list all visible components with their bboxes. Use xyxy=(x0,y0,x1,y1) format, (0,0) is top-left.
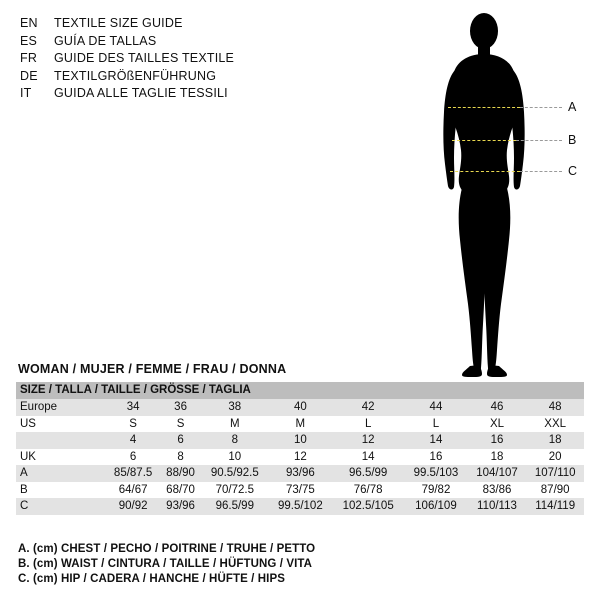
cell: 16 xyxy=(468,432,527,449)
female-silhouette-figure xyxy=(400,8,590,380)
marker-dash-hip xyxy=(450,171,520,172)
table-row xyxy=(16,432,584,449)
cell: 96.5/99 xyxy=(201,498,269,515)
language-text: GUIDE DES TAILLES TEXTILE xyxy=(54,51,235,65)
row-label: US xyxy=(16,416,106,433)
cell: XL xyxy=(468,416,527,433)
cell: 102.5/105 xyxy=(332,498,404,515)
cell: 14 xyxy=(404,432,467,449)
table-header-row xyxy=(16,382,584,399)
row-label: Europe xyxy=(16,399,106,416)
language-row xyxy=(20,51,320,69)
cell: L xyxy=(332,416,404,433)
cell: S xyxy=(106,416,160,433)
cell: S xyxy=(160,416,201,433)
cell: 48 xyxy=(526,399,584,416)
marker-label-b: B xyxy=(568,133,577,147)
cell: 10 xyxy=(269,432,332,449)
cell: XXL xyxy=(526,416,584,433)
language-text: GUIDA ALLE TAGLIE TESSILI xyxy=(54,86,228,100)
cell: 68/70 xyxy=(160,482,201,499)
cell: 70/72.5 xyxy=(201,482,269,499)
cell: 64/67 xyxy=(106,482,160,499)
cell: 90.5/92.5 xyxy=(201,465,269,482)
marker-dash-waist-extension xyxy=(516,140,562,141)
language-row xyxy=(20,86,320,104)
cell: 36 xyxy=(160,399,201,416)
language-code: ES xyxy=(20,33,38,48)
cell: 87/90 xyxy=(526,482,584,499)
cell: 14 xyxy=(332,449,404,466)
cell: 8 xyxy=(160,449,201,466)
cell: 38 xyxy=(201,399,269,416)
cell: 73/75 xyxy=(269,482,332,499)
cell: 110/113 xyxy=(468,498,527,515)
table-row xyxy=(16,416,584,433)
cell: 99.5/103 xyxy=(404,465,467,482)
table-row xyxy=(16,465,584,482)
female-body-icon xyxy=(400,8,590,380)
cell: 79/82 xyxy=(404,482,467,499)
language-text: GUÍA DE TALLAS xyxy=(54,33,157,48)
cell: M xyxy=(201,416,269,433)
cell: 8 xyxy=(201,432,269,449)
language-code: EN xyxy=(20,16,38,30)
cell: 4 xyxy=(106,432,160,449)
cell: 90/92 xyxy=(106,498,160,515)
marker-label-c: C xyxy=(568,164,578,178)
cell: 114/119 xyxy=(526,498,584,515)
cell: 12 xyxy=(269,449,332,466)
row-label: A xyxy=(16,465,106,482)
cell: 44 xyxy=(404,399,467,416)
cell: 93/96 xyxy=(160,498,201,515)
cell: 76/78 xyxy=(332,482,404,499)
marker-dash-waist xyxy=(452,140,516,141)
cell: 83/86 xyxy=(468,482,527,499)
cell: 20 xyxy=(526,449,584,466)
cell: 6 xyxy=(160,432,201,449)
language-row xyxy=(20,69,320,87)
row-label xyxy=(16,432,106,449)
cell: 6 xyxy=(106,449,160,466)
cell: 42 xyxy=(332,399,404,416)
language-code: DE xyxy=(20,68,38,83)
marker-label-a: A xyxy=(568,100,577,114)
table-header-label: SIZE / TALLA / TAILLE / GRÖSSE / TAGLIA xyxy=(16,382,584,399)
size-table xyxy=(16,382,584,515)
table-row xyxy=(16,482,584,499)
cell: 18 xyxy=(526,432,584,449)
cell: M xyxy=(269,416,332,433)
language-code: IT xyxy=(20,86,32,100)
row-label: B xyxy=(16,482,106,499)
cell: 88/90 xyxy=(160,465,201,482)
cell: 106/109 xyxy=(404,498,467,515)
cell: 40 xyxy=(269,399,332,416)
cell: 107/110 xyxy=(526,465,584,482)
section-caption-woman: WOMAN / MUJER / FEMME / FRAU / DONNA xyxy=(18,362,287,376)
marker-dash-hip-extension xyxy=(520,171,562,172)
legend-row-b: B. (cm) WAIST / CINTURA / TAILLE / HÜFTUNG / VITA xyxy=(18,558,313,570)
marker-dash-chest xyxy=(448,107,520,108)
language-list xyxy=(20,16,320,104)
row-label: UK xyxy=(16,449,106,466)
marker-row-a xyxy=(448,101,576,113)
language-text: TEXTILGRÖßENFÜHRUNG xyxy=(54,68,217,83)
cell: 12 xyxy=(332,432,404,449)
table-row xyxy=(16,399,584,416)
cell: 96.5/99 xyxy=(332,465,404,482)
cell: L xyxy=(404,416,467,433)
cell: 34 xyxy=(106,399,160,416)
cell: 16 xyxy=(404,449,467,466)
cell: 93/96 xyxy=(269,465,332,482)
cell: 10 xyxy=(201,449,269,466)
language-text: TEXTILE SIZE GUIDE xyxy=(54,16,183,30)
marker-row-c xyxy=(450,165,577,177)
table-row xyxy=(16,498,584,515)
cell: 99.5/102 xyxy=(269,498,332,515)
measurement-legend xyxy=(18,542,578,587)
cell: 104/107 xyxy=(468,465,527,482)
cell: 85/87.5 xyxy=(106,465,160,482)
legend-row-c: C. (cm) HIP / CADERA / HANCHE / HÜFTE / HIPS xyxy=(18,573,286,585)
language-code: FR xyxy=(20,51,38,65)
cell: 46 xyxy=(468,399,527,416)
marker-row-b xyxy=(452,134,576,146)
marker-dash-chest-extension xyxy=(520,107,562,108)
language-row xyxy=(20,16,320,34)
language-row xyxy=(20,34,320,52)
table-row xyxy=(16,449,584,466)
row-label: C xyxy=(16,498,106,515)
legend-row-a: A. (cm) CHEST / PECHO / POITRINE / TRUHE / PETTO xyxy=(18,543,316,555)
cell: 18 xyxy=(468,449,527,466)
